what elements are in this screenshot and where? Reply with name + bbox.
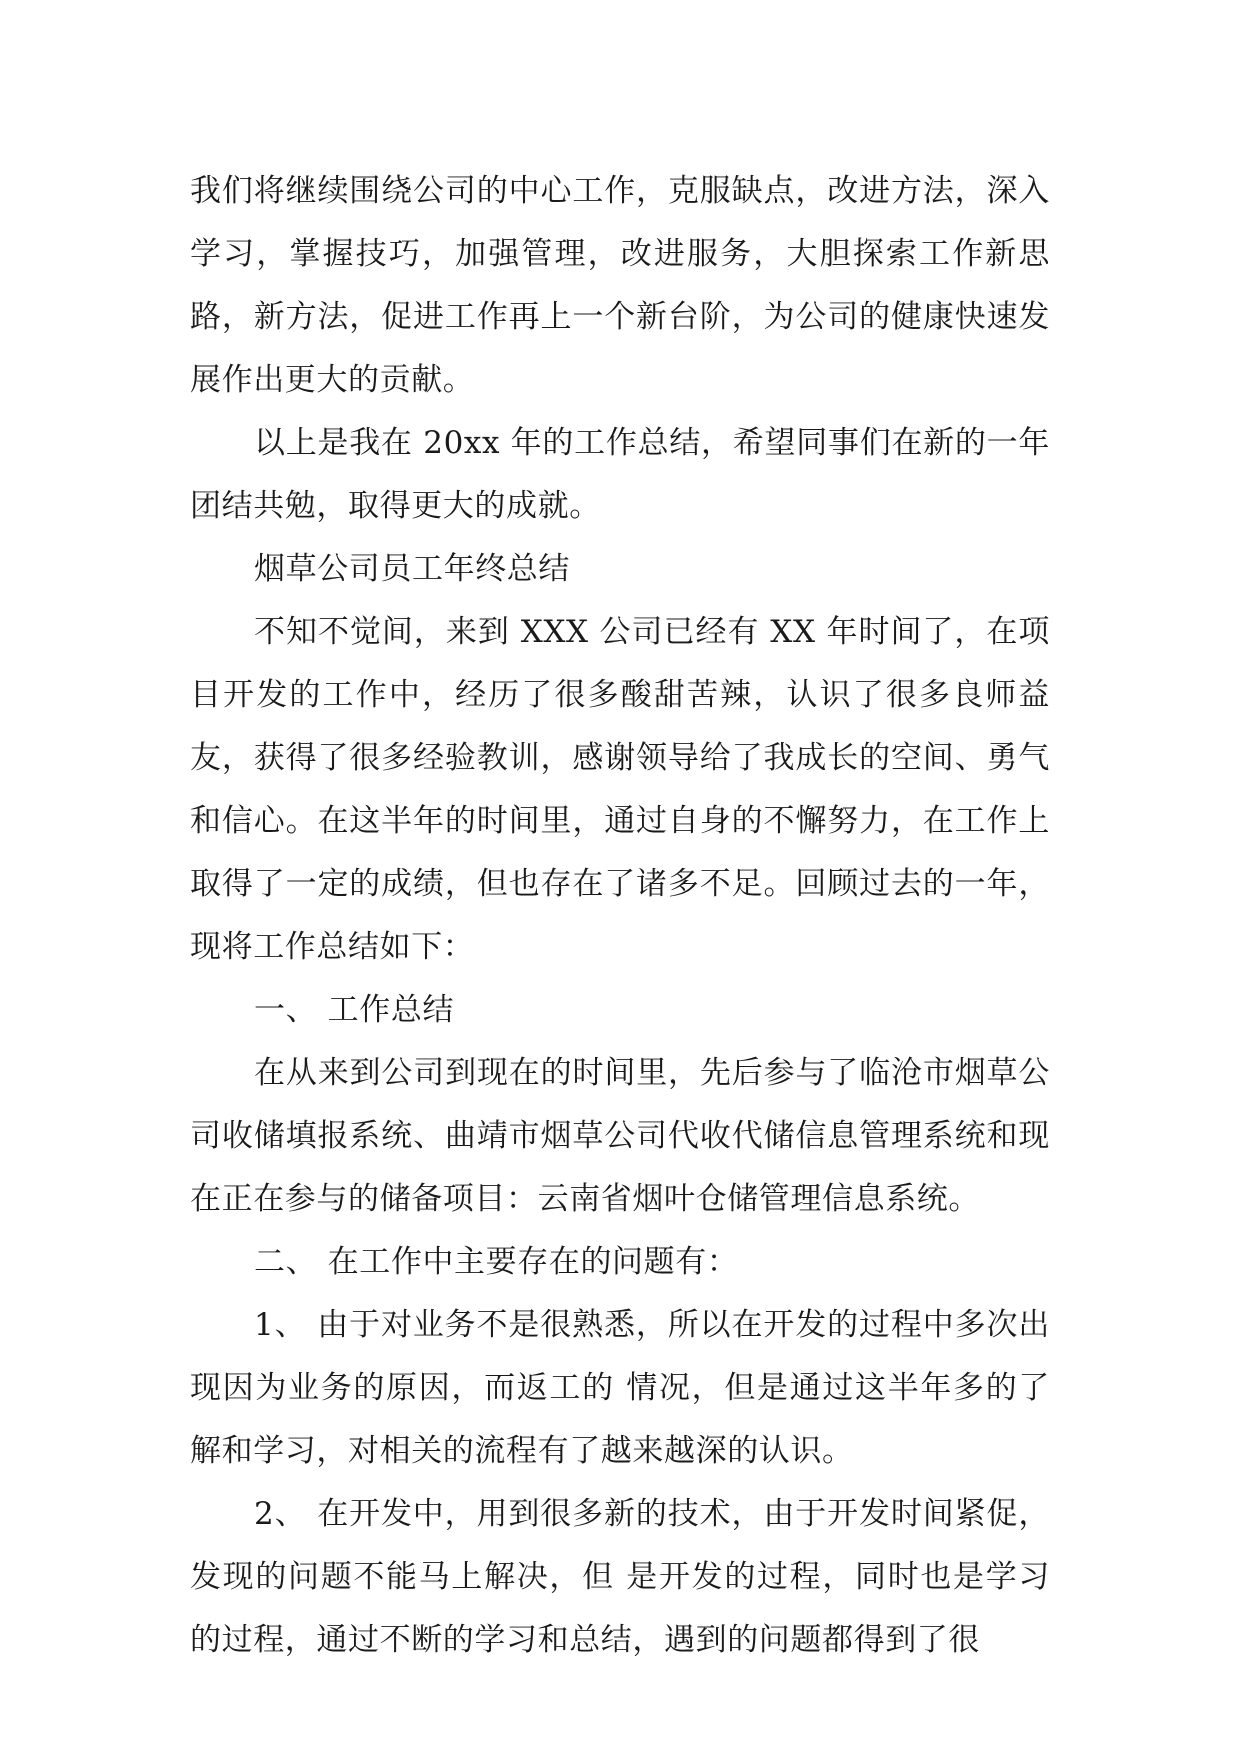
paragraph-projects: 在从来到公司到现在的时间里，先后参与了临沧市烟草公司收储填报系统、曲靖市烟草公司代收代储信息管理系统和现在正在参与的储备项目：云南省烟叶仓储管理信息系统。: [190, 1055, 1050, 1217]
paragraph-continuation: 我们将继续围绕公司的中心工作，克服缺点，改进方法，深入学习，掌握技巧，加强管理，改进服务，大胆探索工作新思路，新方法，促进工作再上一个新台阶，为公司的健康快速发展作出更大的贡献。: [190, 173, 1050, 398]
list-item-problem-1: 1、 由于对业务不是很熟悉，所以在开发的过程中多次出现因为业务的原因，而返工的 情况，但是通过这半年多的了解和学习，对相关的流程有了越来越深的认识。: [190, 1307, 1050, 1469]
section-title: 烟草公司员工年终总结: [254, 551, 570, 587]
heading-problems: 二、 在工作中主要存在的问题有：: [254, 1244, 739, 1280]
heading-work-summary: 一、 工作总结: [254, 992, 455, 1028]
list-item-problem-2: 2、 在开发中，用到很多新的技术，由于开发时间紧促，发现的问题不能马上解决，但 是开发的过程，同时也是学习的过程，通过不断的学习和总结，遇到的问题都得到了很: [190, 1496, 1050, 1658]
paragraph-intro: 不知不觉间，来到 XXX 公司已经有 XX 年时间了，在项目开发的工作中，经历了很多酸甜苦辣，认识了很多良师益友，获得了很多经验教训，感谢领导给了我成长的空间、勇气和信心。在这半年的时间里，通过自身的不懈努力，在工作上取得了一定的成绩，但也存在了诸多不足。回顾过去的一年，现将工作总结如下：: [190, 614, 1050, 965]
document-body: [190, 160, 1050, 1672]
paragraph-conclusion: 以上是我在 20xx 年的工作总结，希望同事们在新的一年团结共勉，取得更大的成就。: [190, 425, 1050, 524]
